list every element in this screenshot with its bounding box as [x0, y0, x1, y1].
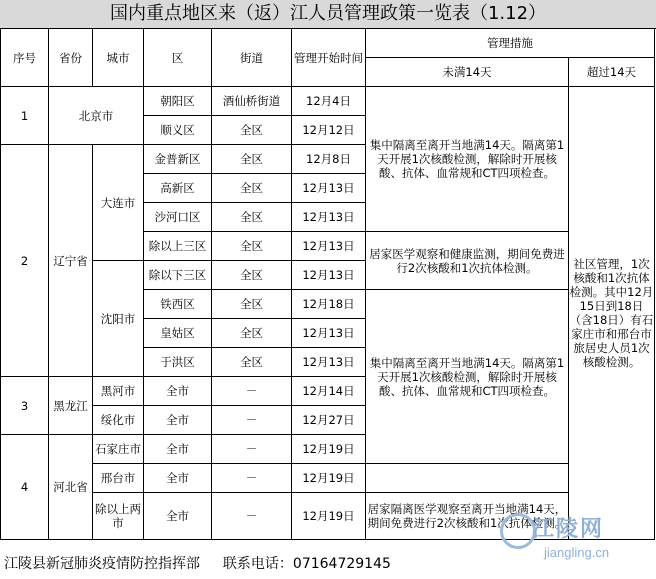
city-cell: 大连市 [93, 145, 144, 261]
header-row-1 [1, 29, 655, 58]
district-cell: 朝阳区 [144, 87, 212, 116]
start-cell: 12月8日 [292, 145, 366, 174]
header-city: 城市 [93, 29, 144, 87]
street-cell: 全区 [212, 232, 292, 261]
street-cell: 全区 [212, 145, 292, 174]
district-cell: 金普新区 [144, 145, 212, 174]
table-row [1, 464, 655, 493]
district-cell: 全市 [144, 435, 212, 464]
street-cell: 全区 [212, 261, 292, 290]
start-cell: 12月13日 [292, 319, 366, 348]
seq-cell: 2 [1, 145, 49, 377]
start-cell: 12月4日 [292, 87, 366, 116]
watermark-name: 江陵网 [532, 517, 605, 542]
street-cell: 酒仙桥街道 [212, 87, 292, 116]
start-cell: 12月14日 [292, 377, 366, 406]
street-cell: 全区 [212, 174, 292, 203]
region-cell: 北京市 [49, 87, 144, 145]
start-cell: 12月19日 [292, 435, 366, 464]
city-cell: 邢台市 [93, 464, 144, 493]
watermark-logo-icon [500, 513, 536, 549]
over14-cell: 社区管理，1次核酸和1次抗体检测。其中12月15日到18日（含18日）有石家庄市和邢台市旅居史人员1次核酸检测。 [569, 87, 655, 540]
start-cell: 12月18日 [292, 290, 366, 319]
street-cell: 全区 [212, 319, 292, 348]
measure-cell: 居家隔离医学观察至离开当地满14天，期间免费进行2次核酸和1次抗体检测。 [366, 493, 569, 540]
start-cell: 12月19日 [292, 464, 366, 493]
street-cell: 全区 [212, 348, 292, 377]
street-cell: － [212, 406, 292, 435]
footer-org: 江陵县新冠肺炎疫情防控指挥部 [4, 556, 200, 572]
province-cell: 辽宁省 [49, 145, 93, 377]
header-under14: 未满14天 [366, 58, 569, 87]
street-cell: － [212, 493, 292, 540]
table-row [1, 87, 655, 116]
start-cell: 12月19日 [292, 493, 366, 540]
district-cell: 全市 [144, 464, 212, 493]
city-cell: 石家庄市 [93, 435, 144, 464]
district-cell: 铁西区 [144, 290, 212, 319]
street-cell: 全区 [212, 116, 292, 145]
district-cell: 除以上三区 [144, 232, 212, 261]
city-cell: 沈阳市 [93, 261, 144, 377]
seq-cell: 3 [1, 377, 49, 435]
header-province: 省份 [49, 29, 93, 87]
measure-cell: 集中隔离至离开当地满14天。隔离第1天开展1次核酸检测，解除时开展核酸、抗体、血常规和CT四项检查。 [366, 290, 569, 464]
header-seq: 序号 [1, 29, 49, 87]
district-cell: 全市 [144, 377, 212, 406]
street-cell: 全区 [212, 203, 292, 232]
seq-cell: 1 [1, 87, 49, 145]
start-cell: 12月27日 [292, 406, 366, 435]
header-measures: 管理措施 [366, 29, 655, 58]
district-cell: 高新区 [144, 174, 212, 203]
district-cell: 顺义区 [144, 116, 212, 145]
measure-cell: 集中隔离至离开当地满14天。隔离第1天开展1次核酸检测，解除时开展核酸、抗体、血常规和CT四项检查。 [366, 87, 569, 232]
header-district: 区 [144, 29, 212, 87]
watermark-url: jiangling.cn [544, 545, 610, 560]
start-cell: 12月13日 [292, 174, 366, 203]
province-cell: 黑龙江 [49, 377, 93, 435]
province-cell: 河北省 [49, 435, 93, 540]
street-cell: － [212, 377, 292, 406]
city-cell: 除以上两市 [93, 493, 144, 540]
header-over14: 超过14天 [569, 58, 655, 87]
footer [4, 553, 391, 573]
district-cell: 沙河口区 [144, 203, 212, 232]
header-start-time: 管理开始时间 [292, 29, 366, 87]
start-cell: 12月13日 [292, 203, 366, 232]
city-cell: 黑河市 [93, 377, 144, 406]
district-cell: 全市 [144, 493, 212, 540]
start-cell: 12月13日 [292, 232, 366, 261]
start-cell: 12月12日 [292, 116, 366, 145]
district-cell: 除以下三区 [144, 261, 212, 290]
measure-cell: 居家医学观察和健康监测，期间免费进行2次核酸和1次抗体检测。 [366, 232, 569, 290]
street-cell: － [212, 435, 292, 464]
district-cell: 于洪区 [144, 348, 212, 377]
start-cell: 12月13日 [292, 261, 366, 290]
page-title: 国内重点地区来（返）江人员管理政策一览表（1.12） [109, 3, 547, 24]
start-cell: 12月13日 [292, 348, 366, 377]
header-street: 街道 [212, 29, 292, 87]
district-cell: 皇姑区 [144, 319, 212, 348]
district-cell: 全市 [144, 406, 212, 435]
city-cell: 绥化市 [93, 406, 144, 435]
footer-phone: 联系电话：07164729145 [222, 556, 391, 572]
street-cell: － [212, 464, 292, 493]
street-cell: 全区 [212, 290, 292, 319]
policy-table [0, 28, 655, 540]
seq-cell: 4 [1, 435, 49, 540]
